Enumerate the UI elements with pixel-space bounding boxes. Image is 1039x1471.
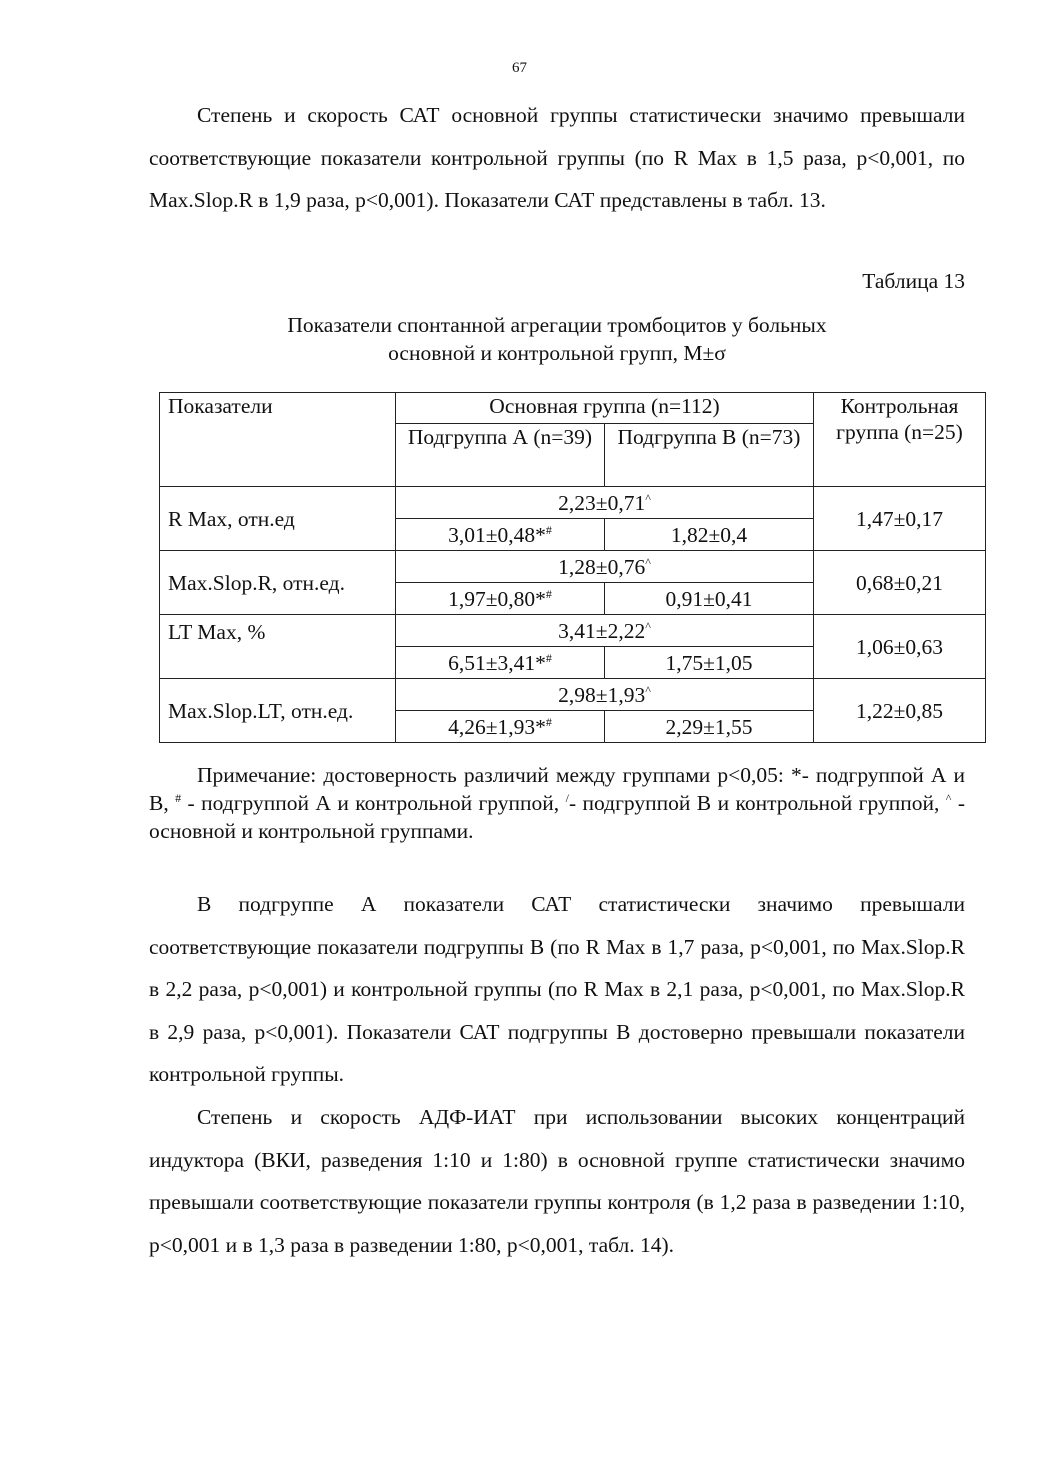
table-row <box>160 487 986 519</box>
subgroup-a-value: 1,97±0,80*# <box>396 583 605 615</box>
subgroup-b-value: 1,75±1,05 <box>605 647 814 679</box>
control-group-value: 0,68±0,21 <box>814 551 986 615</box>
control-group-value: 1,47±0,17 <box>814 487 986 551</box>
table-row <box>160 615 986 647</box>
table-note: Примечание: достоверность различий между группами p<0,05: *- подгруппой А и В, # - подгруппой А и контрольной группой, /- подгруппой В и контрольной группой, ^ - основной и контрольной группами. <box>149 763 965 843</box>
control-group-value: 1,06±0,63 <box>814 615 986 679</box>
subgroup-a-value: 3,01±0,48*# <box>396 519 605 551</box>
row-label: R Max, отн.ед <box>160 487 396 551</box>
table-label: Таблица 13 <box>862 269 965 293</box>
row-label: Max.Slop.LT, отн.ед. <box>160 679 396 743</box>
main-group-value: 2,23±0,71^ <box>396 487 814 519</box>
header-indicators: Показатели <box>160 393 396 487</box>
subgroup-b-value: 0,91±0,41 <box>605 583 814 615</box>
table-header-row <box>160 393 986 424</box>
page-number: 67 <box>512 60 527 76</box>
table-title-line2: основной и контрольной групп, M±σ <box>388 341 726 365</box>
table-title-line1: Показатели спонтанной агрегации тромбоцитов у больных <box>287 313 827 337</box>
header-subgroup-a: Подгруппа А (n=39) <box>396 424 605 487</box>
subgroup-a-value: 6,51±3,41*# <box>396 647 605 679</box>
table-row <box>160 679 986 711</box>
control-group-value: 1,22±0,85 <box>814 679 986 743</box>
row-label: Max.Slop.R, отн.ед. <box>160 551 396 615</box>
subgroup-a-value: 4,26±1,93*# <box>396 711 605 743</box>
header-control-group: Контрольная группа (n=25) <box>814 393 986 487</box>
paragraph-intro: Степень и скорость САТ основной группы статистически значимо превышали соответствующие показатели контрольной группы (по R Max в 1,5 раза, p<0,001, по Max.Slop.R в 1,9 раза, p<0,001). Показатели САТ представлены в табл. 13. <box>149 103 965 212</box>
subgroup-b-value: 1,82±0,4 <box>605 519 814 551</box>
row-label: LT Max, % <box>160 615 396 679</box>
table-title <box>149 311 965 367</box>
main-group-value: 1,28±0,76^ <box>396 551 814 583</box>
main-group-value: 3,41±2,22^ <box>396 615 814 647</box>
header-subgroup-b: Подгруппа В (n=73) <box>605 424 814 487</box>
subgroup-b-value: 2,29±1,55 <box>605 711 814 743</box>
header-main-group: Основная группа (n=112) <box>396 393 814 424</box>
platelet-aggregation-table <box>159 392 986 743</box>
paragraph-adp: Степень и скорость АДФ-ИАТ при использовании высоких концентраций индуктора (ВКИ, разведения 1:10 и 1:80) в основной группе статистически значимо превышали соответствующие показатели группы контроля (в 1,2 раза в разведении 1:10, p<0,001 и в 1,3 раза в разведении 1:80, p<0,001, табл. 14). <box>149 1105 965 1257</box>
main-group-value: 2,98±1,93^ <box>396 679 814 711</box>
table-row <box>160 551 986 583</box>
paragraph-subgroup-a: В подгруппе А показатели САТ статистически значимо превышали соответствующие показатели подгруппы В (по R Max в 1,7 раза, p<0,001, по Max.Slop.R в 2,2 раза, p<0,001) и контрольной группы (по R Max в 2,1 раза, p<0,001, по Max.Slop.R в 2,9 раза, p<0,001). Показатели САТ подгруппы В достоверно превышали показатели контрольной группы. <box>149 892 965 1086</box>
